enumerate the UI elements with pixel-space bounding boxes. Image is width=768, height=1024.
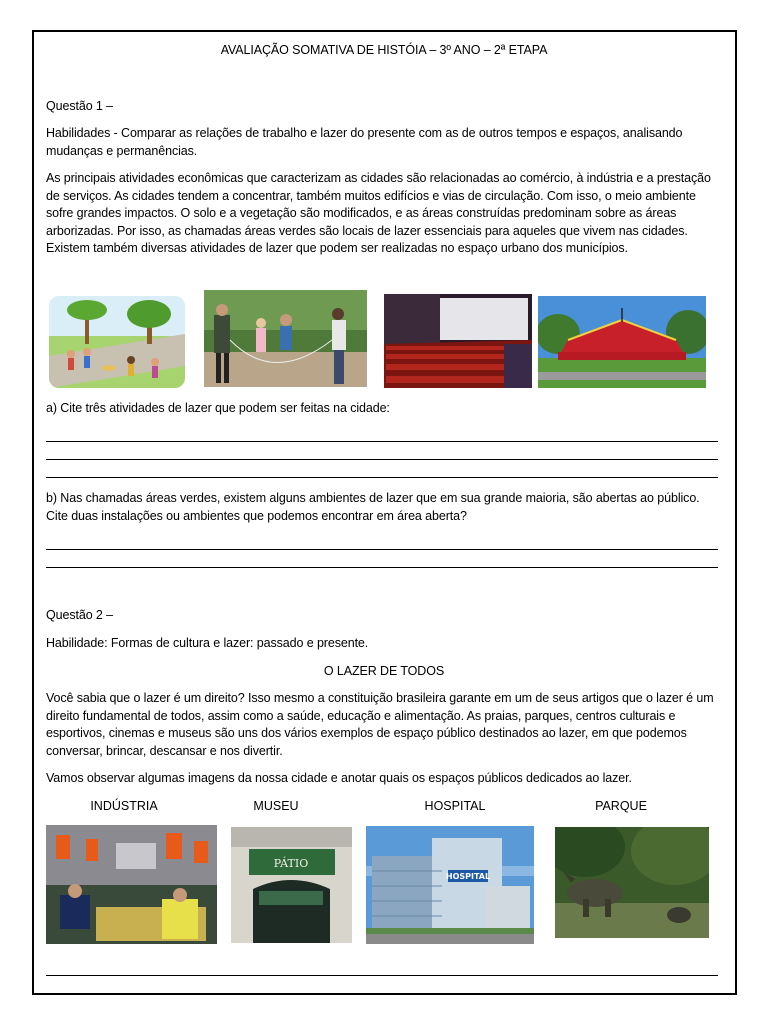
question-2-skill: Habilidade: Formas de cultura e lazer: passado e presente. bbox=[46, 636, 369, 650]
answer-line[interactable] bbox=[46, 567, 718, 568]
park-cartoon-image bbox=[49, 296, 185, 388]
caption-hospital: HOSPITAL bbox=[424, 799, 486, 813]
hospital-sign-text: HOSPITAL bbox=[445, 872, 491, 881]
museum-sign-text: PÁTIO bbox=[273, 857, 309, 870]
caption-industria: INDÚSTRIA bbox=[90, 799, 158, 813]
question-1-text: As principais atividades econômicas que caracterizam as cidades são relacionadas ao comércio, à indústria e a prestação de serviços. As cidades tendem a concentrar, também muitos edifícios e vias de circulação. Com isso, o meio ambiente sofre grandes impactos. O solo e a vegetação são modificados, e as áreas construídas predominam sobre as áreas arborizadas. Por isso, as chamadas áreas verdes são locais de lazer essenciais para aqueles que vivem nas cidades. Existem também diversas atividades de lazer que podem ser realizadas no espaço urbano dos municípios. bbox=[46, 171, 711, 255]
circus-tent-photo bbox=[538, 296, 706, 388]
question-1-heading: Questão 1 – bbox=[46, 99, 114, 113]
answer-line[interactable] bbox=[46, 477, 718, 478]
page-title: AVALIAÇÃO SOMATIVA DE HISTÓIA – 3º ANO – 2ª ETAPA bbox=[220, 43, 548, 57]
museum-photo bbox=[231, 827, 352, 943]
question-2-subtitle: O LAZER DE TODOS bbox=[323, 664, 445, 678]
answer-line[interactable] bbox=[46, 441, 718, 442]
question-1-item-b: b) Nas chamadas áreas verdes, existem alguns ambientes de lazer que em sua grande maioria, são abertas ao público. Cite duas instalações ou ambientes que podemos encontrar em área aberta? bbox=[46, 491, 700, 523]
cinema-photo bbox=[384, 294, 532, 388]
answer-line[interactable] bbox=[46, 459, 718, 460]
question-2-text: Você sabia que o lazer é um direito? Isso mesmo a constituição brasileira garante em um de seus artigos que o lazer é um direito fundamental de todos, assim como a saúde, educação e alimentação. As praias, parques, centros culturais e esportivos, cinemas e museus são uns dos vários exemplos de espaço público destinados ao lazer, em que podemos conversar, brincar, descansar e nos divertir. bbox=[46, 691, 714, 758]
question-1-skills: Habilidades - Comparar as relações de trabalho e lazer do presente com as de outros tempos e espaços, analisando mudanças e permanências. bbox=[46, 126, 683, 158]
industry-photo bbox=[46, 825, 217, 944]
park-dinosaur-photo bbox=[555, 827, 709, 938]
answer-line[interactable] bbox=[46, 549, 718, 550]
jump-rope-photo bbox=[204, 290, 367, 387]
caption-museu: MUSEU bbox=[253, 799, 299, 813]
caption-parque: PARQUE bbox=[595, 799, 647, 813]
question-1-item-a: a) Cite três atividades de lazer que podem ser feitas na cidade: bbox=[46, 401, 390, 415]
answer-line[interactable] bbox=[46, 975, 718, 976]
question-2-instruction: Vamos observar algumas imagens da nossa cidade e anotar quais os espaços públicos dedicados ao lazer. bbox=[46, 771, 632, 785]
hospital-photo bbox=[366, 826, 534, 944]
question-2-heading: Questão 2 – bbox=[46, 608, 114, 622]
